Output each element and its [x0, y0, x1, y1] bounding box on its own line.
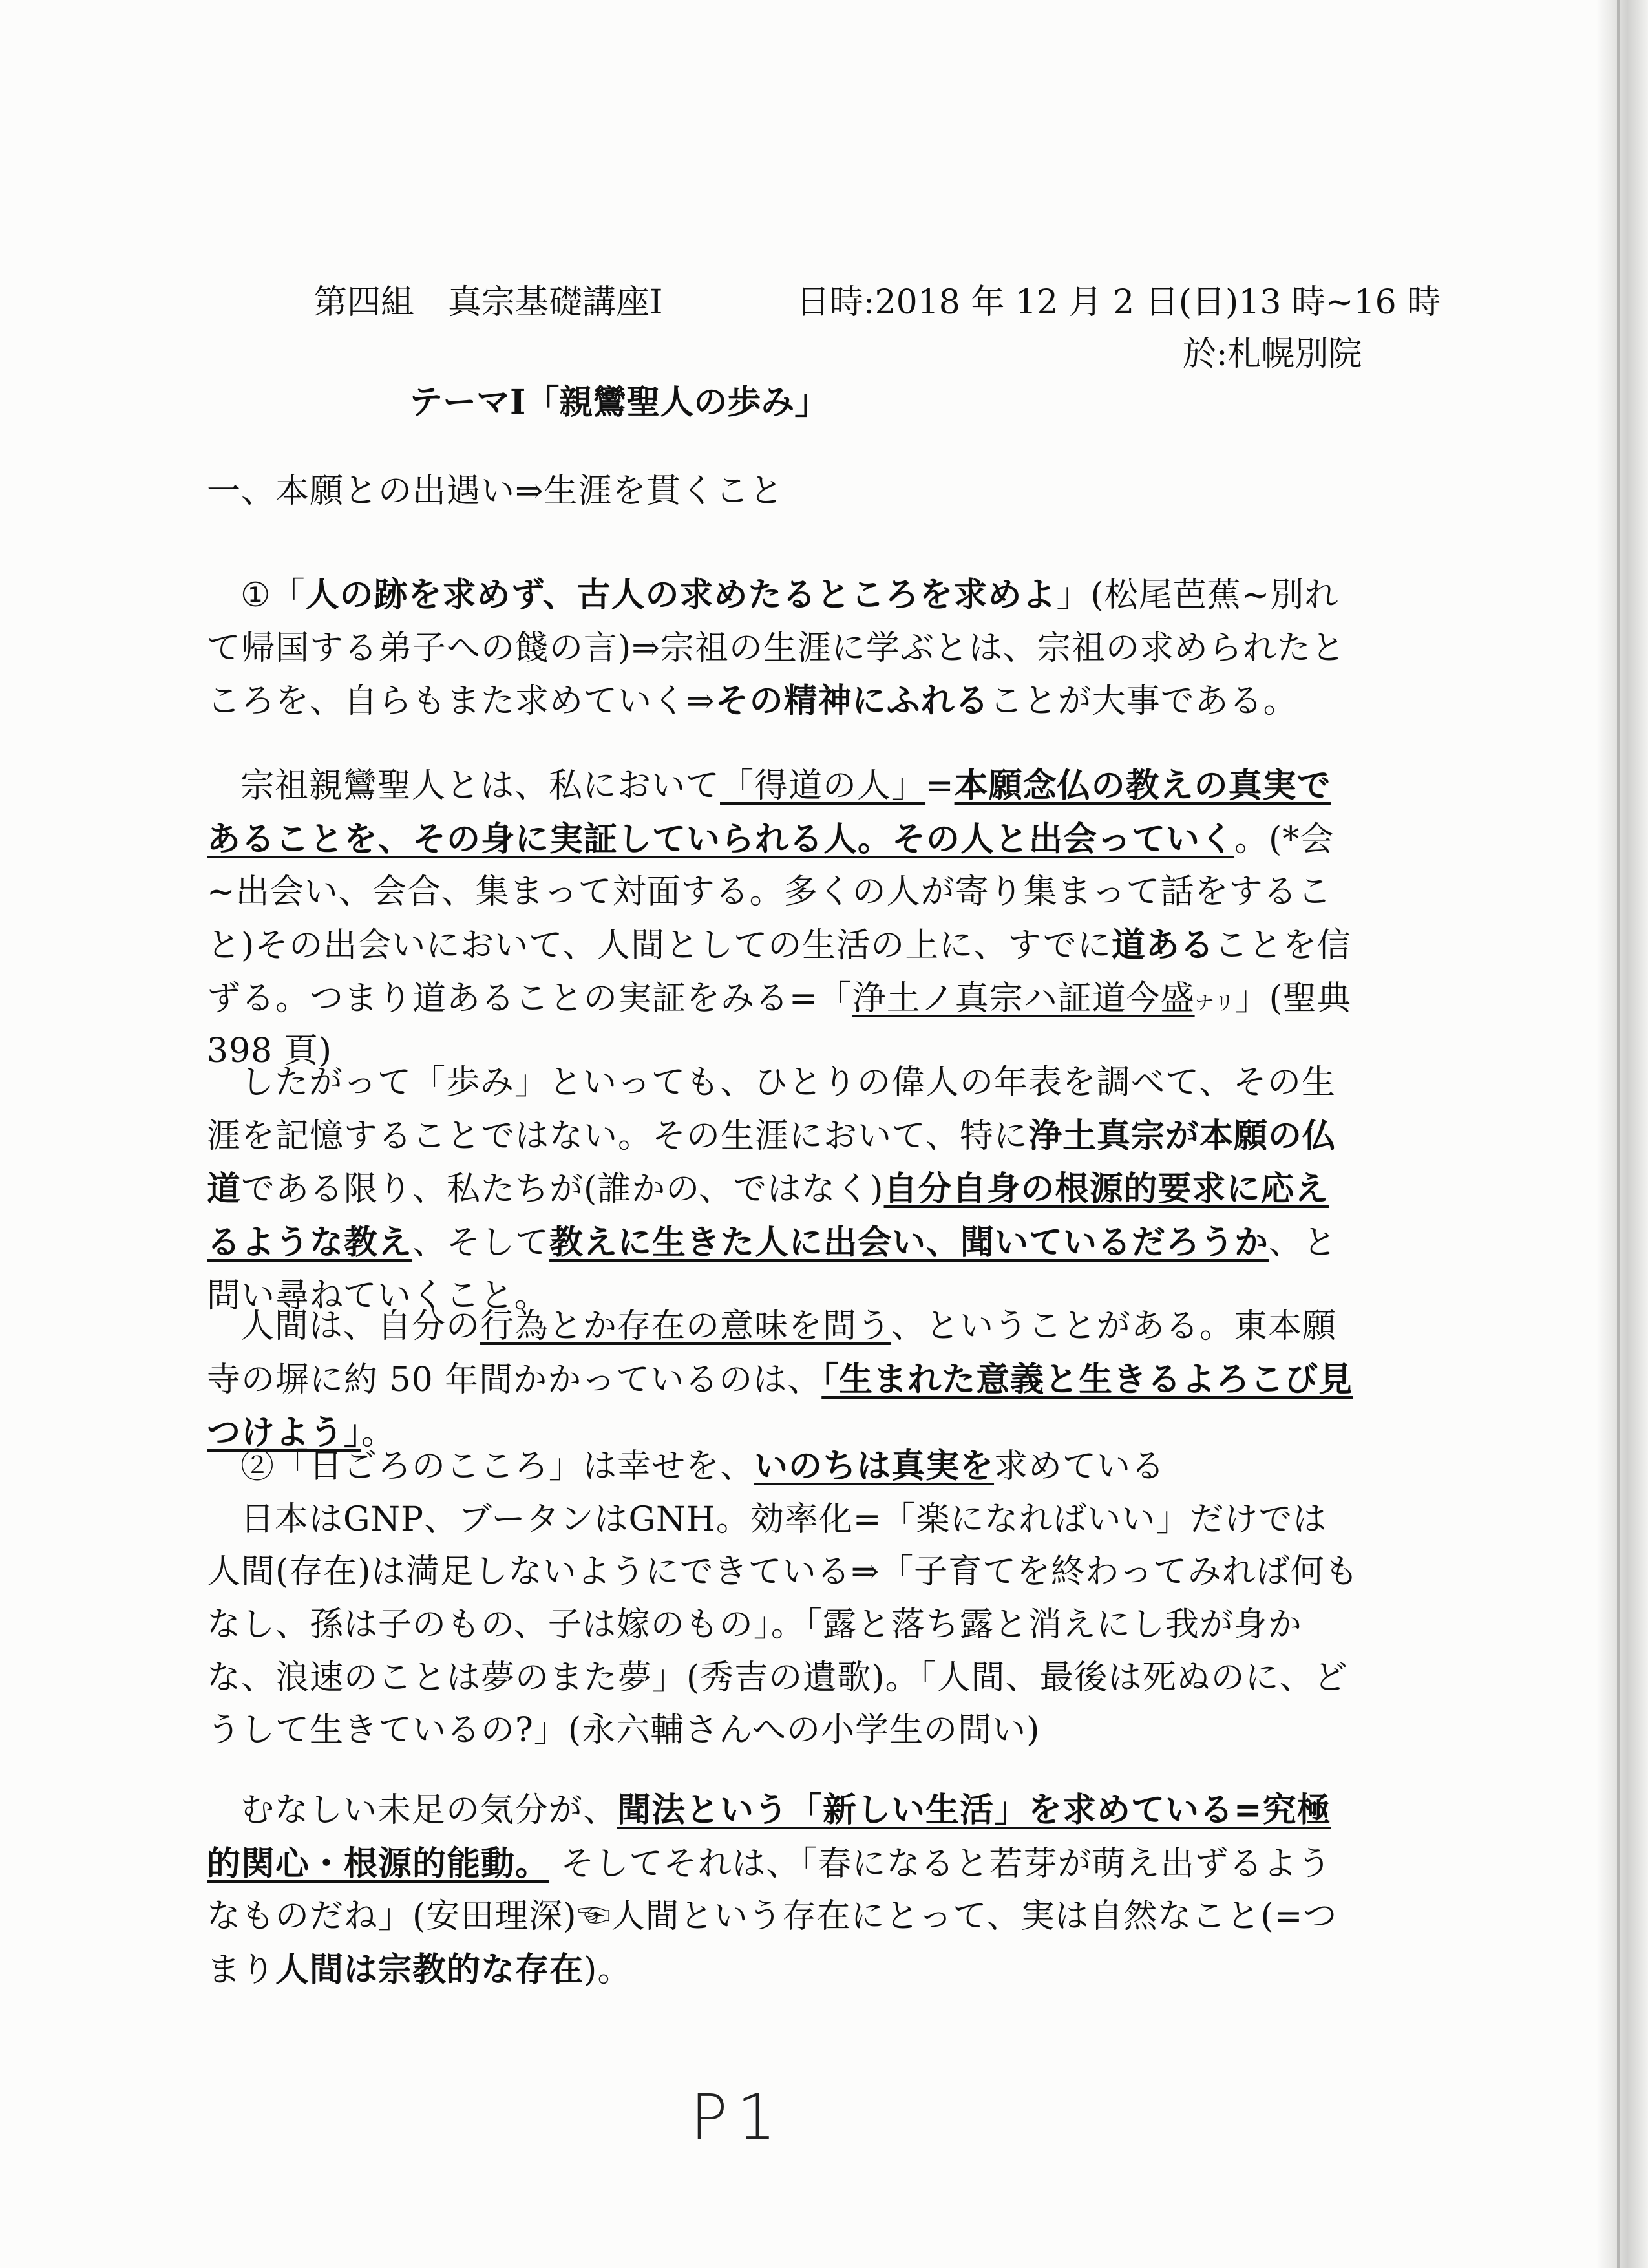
text-span: 人間は、自分の — [240, 1307, 481, 1346]
page-number: P1 — [690, 2081, 785, 2154]
document-title: 第四組 真宗基礎講座Ⅰ — [313, 283, 663, 322]
text-span: である限り、私たちが(誰かの、ではなく) — [241, 1170, 884, 1209]
document-place: 於:札幌別院 — [1183, 335, 1362, 374]
bold-span: 人の跡を求めず、古人の求めたるところを求めよ — [305, 575, 1057, 615]
paragraph-3 — [207, 1057, 1360, 1322]
bold-span: 人間は宗教的な存在 — [275, 1949, 584, 1989]
underlined-span: 行為とか存在の意味を問う — [480, 1307, 892, 1346]
text-span: 、と問い尋ねていくこと。 — [207, 1223, 1338, 1315]
text-span: 、ということがある。東本願寺の塀に約 50 年間かかっているのは、 — [207, 1307, 1337, 1399]
paper-edge-line — [1617, 0, 1620, 2268]
paper-edge — [1596, 0, 1648, 2268]
text-span: むなしい未足の気分が、 — [240, 1791, 618, 1830]
paragraph-6 — [207, 1784, 1360, 1997]
text-span: )。 — [584, 1950, 632, 1989]
section-heading: 一、本願との出遇い⇒生涯を貫くこと — [207, 472, 784, 511]
text-span: ことを信ずる。つまり道あることの実証をみる=「 — [207, 926, 1351, 1018]
text-span: 。(*会~出会い、会合、集まって対面する。多くの人が寄り集まって話をすること)その出会いにおいて、人間としての生活の上に、すでに — [207, 820, 1335, 965]
text-span: したがって「歩み」といっても、ひとりの偉人の年表を調べて、その生涯を記憶することではない。その生涯において、特に — [207, 1063, 1336, 1156]
text-span: 宗祖親鸞聖人とは、私において — [240, 767, 721, 805]
bold-underlined-span: 自分自身の根源的要求に応えるような教え — [207, 1169, 1329, 1262]
bold-underlined-span: 教えに生きた人に出会い、聞いているだろうか — [549, 1222, 1269, 1262]
bold-underlined-span: 本願念仏の教えの真実であることを、その身に実証していられる人。その人と出会っていく — [207, 766, 1331, 859]
bold-underlined-span: いのちは真実を — [754, 1447, 995, 1486]
underlined-span: 浄土ノ真宗ハ証道今盛 — [852, 979, 1195, 1018]
document-date: 日時:2018 年 12 月 2 日(日)13 時~16 時 — [796, 283, 1441, 322]
text-span: 」(松尾芭蕉~別れて帰国する弟子への餞の言)⇒宗祖の生涯に学ぶとは、宗祖の求められたところを、自らもまた求めていく⇒ — [207, 576, 1346, 721]
underlined-span: 「得道の人」 — [720, 767, 926, 805]
text-span: ②「日ごろのこころ」は幸せを、 — [240, 1447, 755, 1486]
paragraph-2 — [207, 759, 1360, 1078]
paragraph-1 — [207, 569, 1360, 728]
text-span: 日本はGNP、ブータンはGNH。効率化=「楽になればいい」だけでは人間(存在)は満足しないようにできている⇒「子育てを終わってみれば何もなし、孫は子のもの、子は嫁のもの」。「露と落ち露と消えにし我が身かな、浪速のことは夢のまた夢」(秀吉の遺歌)。「人間、最後は死ぬのに、どうして生きているの?」(永六輔さんへの小学生の問い) — [207, 1500, 1359, 1750]
bold-span: 道ある — [1111, 925, 1214, 965]
text-span: 。 — [361, 1414, 396, 1453]
text-span: 、そして — [412, 1223, 550, 1262]
paragraph-5 — [207, 1440, 1360, 1757]
text-span: ことが大事である。 — [989, 682, 1298, 721]
text-span: = — [925, 767, 955, 805]
small-span: ナリ — [1194, 991, 1235, 1015]
theme-heading: テーマⅠ「親鸞聖人の歩み」 — [409, 383, 829, 422]
bold-span: 浄土真宗が本願の仏道 — [207, 1116, 1336, 1209]
bold-span: その精神にふれる — [715, 681, 989, 721]
text-span: ①「 — [240, 576, 306, 615]
text-span: 求めている — [994, 1447, 1166, 1486]
text-span: 」(聖典 398 頁) — [207, 979, 1351, 1071]
paragraph-4 — [207, 1300, 1360, 1460]
bold-underlined-span: 「生まれた意義と生きるよろこび見つけよう」 — [207, 1359, 1353, 1453]
text-span: そしてそれは、「春になると若芽が萌え出ずるようなものだね」(安田理深)☜人間という存在にとって、実は自然なこと(=つまり — [207, 1844, 1338, 1989]
bold-underlined-span: 聞法という「新しい生活」を求めている=究極的関心・根源的能動。 — [207, 1790, 1331, 1883]
